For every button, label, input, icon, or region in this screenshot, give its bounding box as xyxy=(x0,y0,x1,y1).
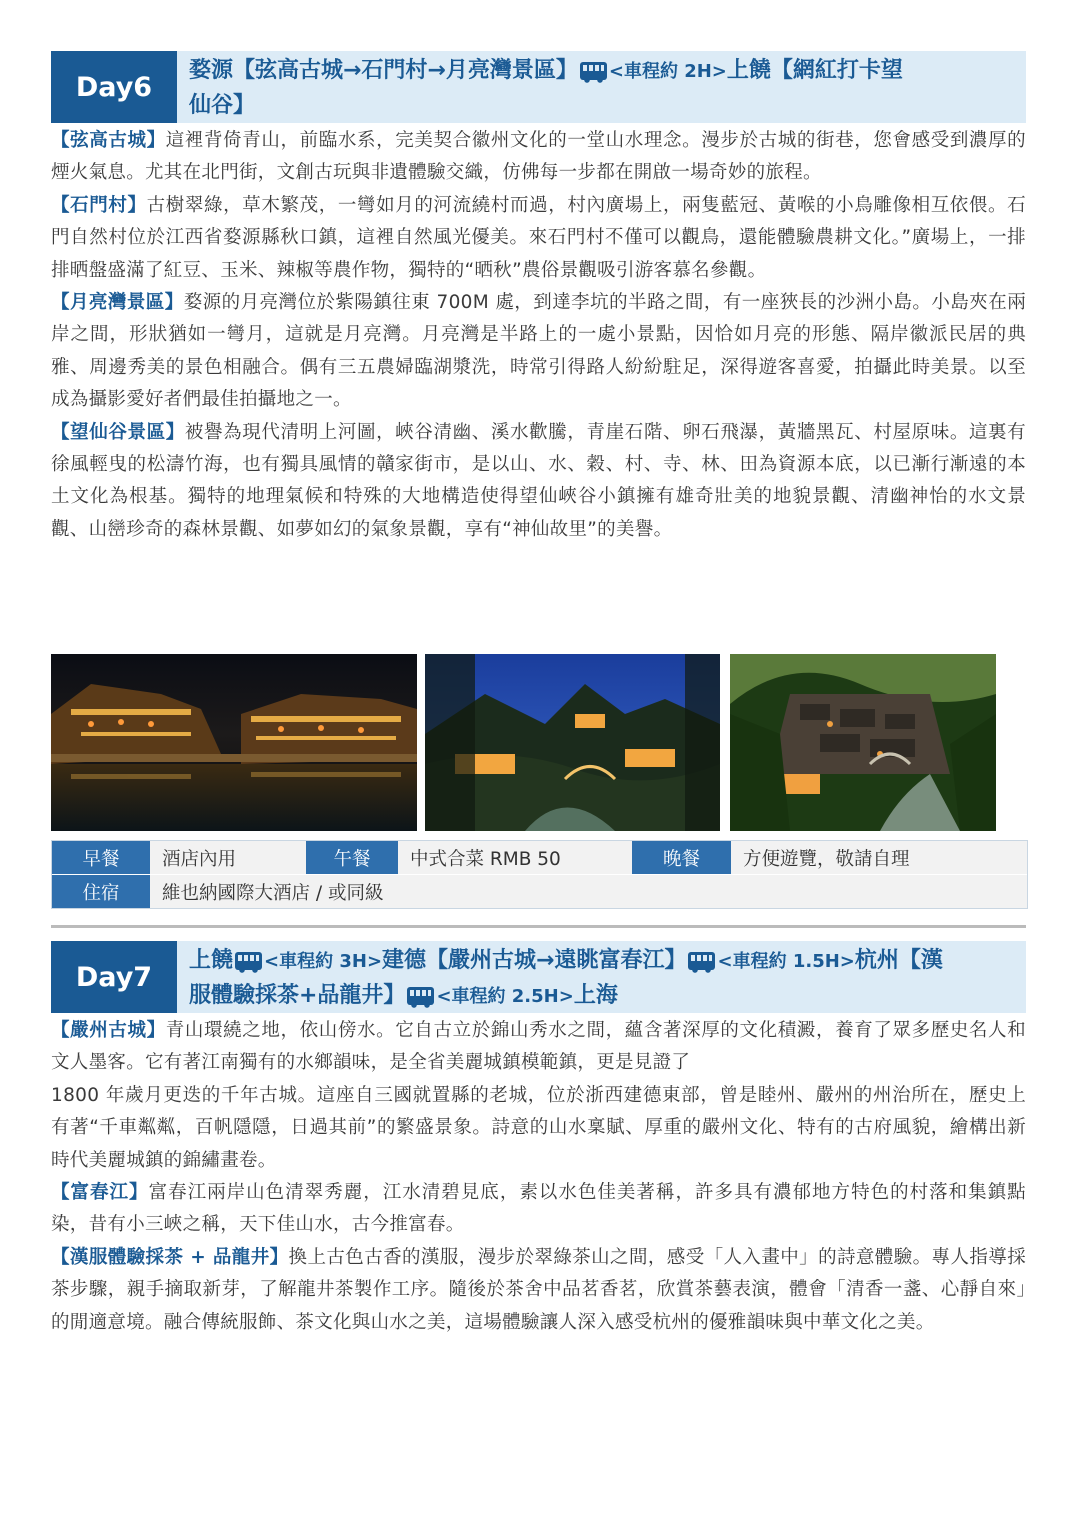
section-text: 換上古色古香的漢服，漫步於翠綠茶山之間，感受「人入畫中」的詩意體驗。專人指導採茶步驟，親手摘取新芽，了解龍井茶製作工序。隨後於茶舍中品茗香茗，欣賞茶藝表演，體會「清香一盞、心靜自來」的閒適意境。融合傳統服飾、茶文化與山水之美，這場體驗讓人深入感受杭州的優雅韻味與中華文化之美。 xyxy=(51,1246,1026,1333)
section-keyword: 【石門村】 xyxy=(51,194,147,216)
lunch-value: 中式合菜 RMB 50 xyxy=(410,848,561,870)
section-keyword: 【弦高古城】 xyxy=(51,130,166,151)
section-divider xyxy=(51,925,1026,928)
day7-drive-time: <車程約 2.5H> xyxy=(436,986,574,1007)
day7-title-part: 建德【嚴州古城→遠眺富春江】 xyxy=(382,948,687,973)
paragraph xyxy=(51,287,1026,417)
lunch-label: 午餐 xyxy=(306,841,398,874)
paragraph xyxy=(51,1177,1026,1242)
dinner-label: 晚餐 xyxy=(632,841,731,874)
paragraph xyxy=(51,190,1026,287)
section-keyword: 【富春江】 xyxy=(51,1182,149,1204)
section-keyword: 【嚴州古城】 xyxy=(51,1020,166,1041)
photo-night-village-reflection xyxy=(51,654,417,831)
day6-badge: Day6 xyxy=(51,51,177,123)
section-text: 青山環繞之地，依山傍水。它自古立於錦山秀水之間，蘊含著深厚的文化積澱，養育了眾多歷史名人和文人墨客。它有著江南獨有的水鄉韻味，是全省美麗城鎮模範鎮，更是見證了 xyxy=(51,1020,1026,1074)
bus-icon xyxy=(688,952,715,970)
day7-title xyxy=(177,941,1026,1013)
day6-title-part: 婺源【弦高古城→石門村→月亮灣景區】 xyxy=(189,58,578,83)
dinner-value: 方便遊覽，敬請自理 xyxy=(743,848,910,870)
day7-title-part: 上饒 xyxy=(189,948,234,973)
day7-title-part: 上海 xyxy=(573,983,618,1008)
section-text: 婺源的月亮灣位於紫陽鎮往東 700M 處，到達李坑的半路之間，有一座狹長的沙洲小島。小島夾在兩岸之間，形狀猶如一彎月，這就是月亮灣。月亮灣是半路上的一處小景點，因恰如月亮的形態、隔岸徽派民居的典雅、周邊秀美的景色相融合。偶有三五農婦臨湖漿洗，時常引得路人紛紛駐足，深得遊客喜愛，拍攝此時美景。以至成為攝影愛好者們最佳拍攝地之一。 xyxy=(51,292,1026,411)
breakfast-value: 酒店內用 xyxy=(162,848,237,870)
section-text: 古樹翠綠，草木繁茂，一彎如月的河流繞村而過，村內廣場上，兩隻藍冠、黃喉的小鳥雕像相互依偎。石門自然村位於江西省婺源縣秋口鎮，這裡自然風光優美。來石門村不僅可以觀鳥，還能體驗農耕文化。”廣場上，一排排晒盤盛滿了紅豆、玉米、辣椒等農作物，獨特的“晒秋”農俗景觀吸引游客慕名參觀。 xyxy=(51,194,1026,281)
hotel-row xyxy=(52,874,1027,908)
paragraph xyxy=(51,1080,1026,1177)
hotel-label: 住宿 xyxy=(52,875,150,908)
section-text: 富春江兩岸山色清翠秀麗，江水清碧見底，素以水色佳美著稱，許多具有濃郁地方特色的村落和集鎮點染，昔有小三峽之稱，天下佳山水，古今推富春。 xyxy=(51,1182,1026,1236)
day6-drive-time: <車程約 2H> xyxy=(608,61,727,82)
paragraph xyxy=(51,1242,1026,1339)
hotel-value: 維也納國際大酒店 / 或同級 xyxy=(162,882,384,904)
photo-valley-bridge-night xyxy=(425,654,720,831)
day7-header xyxy=(51,941,1026,1013)
day6-body xyxy=(51,125,1026,546)
meal-table xyxy=(51,840,1028,909)
section-text: 1800 年歲月更迭的千年古城。這座自三國就置縣的老城，位於浙西建德東部，曾是睦州、嚴州的州治所在，歷史上有著“千車粼粼，百帆隱隱，日過其前”的繁盛景象。詩意的山水稟賦、厚重的嚴州文化、特有的古府風貌，繪構出新時代美麗城鎮的錦繡畫卷。 xyxy=(51,1084,1026,1171)
day6-section xyxy=(51,51,1026,123)
day7-drive-time: <車程約 3H> xyxy=(264,951,383,972)
breakfast-label: 早餐 xyxy=(52,841,150,874)
photo-strip xyxy=(51,654,1026,831)
day6-title-part: 上饒【網紅打卡望 xyxy=(726,58,903,83)
section-text: 被譽為現代清明上河圖，峽谷清幽、溪水歡騰，青崖石階、卵石飛瀑，黃牆黑瓦、村屋原味。這裏有徐風輕曳的松濤竹海，也有獨具風情的贛家街市，是以山、水、穀、村、寺、林、田為資源本底，以已漸行漸遠的本土文化為根基。獨特的地理氣候和特殊的大地構造使得望仙峽谷小鎮擁有雄奇壯美的地貌景觀、清幽神怡的水文景觀、山巒珍奇的森林景觀、如夢如幻的氣象景觀，享有“神仙故里”的美譽。 xyxy=(51,421,1026,540)
paragraph xyxy=(51,1015,1026,1080)
section-keyword: 【月亮灣景區】 xyxy=(51,292,184,314)
day7-title-part: 杭州【漢 xyxy=(854,948,943,973)
day7-body xyxy=(51,1015,1026,1339)
section-keyword: 【漢服體驗採茶 + 品龍井】 xyxy=(51,1246,289,1268)
photo-gorge-village xyxy=(730,654,996,831)
day7-badge: Day7 xyxy=(51,941,177,1013)
day7-section xyxy=(51,941,1026,1013)
day6-title xyxy=(177,51,1026,123)
day7-title-part: 服體驗採茶+品龍井】 xyxy=(189,983,406,1008)
meal-row xyxy=(52,841,1027,874)
section-text: 這裡背倚青山，前臨水系，完美契合徽州文化的一堂山水理念。漫步於古城的街巷，您會感受到濃厚的煙火氣息。尤其在北門街，文創古玩與非遺體驗交織，仿佛每一步都在開啟一場奇妙的旅程。 xyxy=(51,130,1026,184)
day6-title-part: 仙谷】 xyxy=(189,93,256,118)
day6-header xyxy=(51,51,1026,123)
section-keyword: 【望仙谷景區】 xyxy=(51,421,185,443)
bus-icon xyxy=(580,62,607,80)
paragraph xyxy=(51,417,1026,547)
day7-drive-time: <車程約 1.5H> xyxy=(717,951,855,972)
bus-icon xyxy=(407,987,434,1005)
bus-icon xyxy=(235,952,262,970)
paragraph xyxy=(51,125,1026,190)
